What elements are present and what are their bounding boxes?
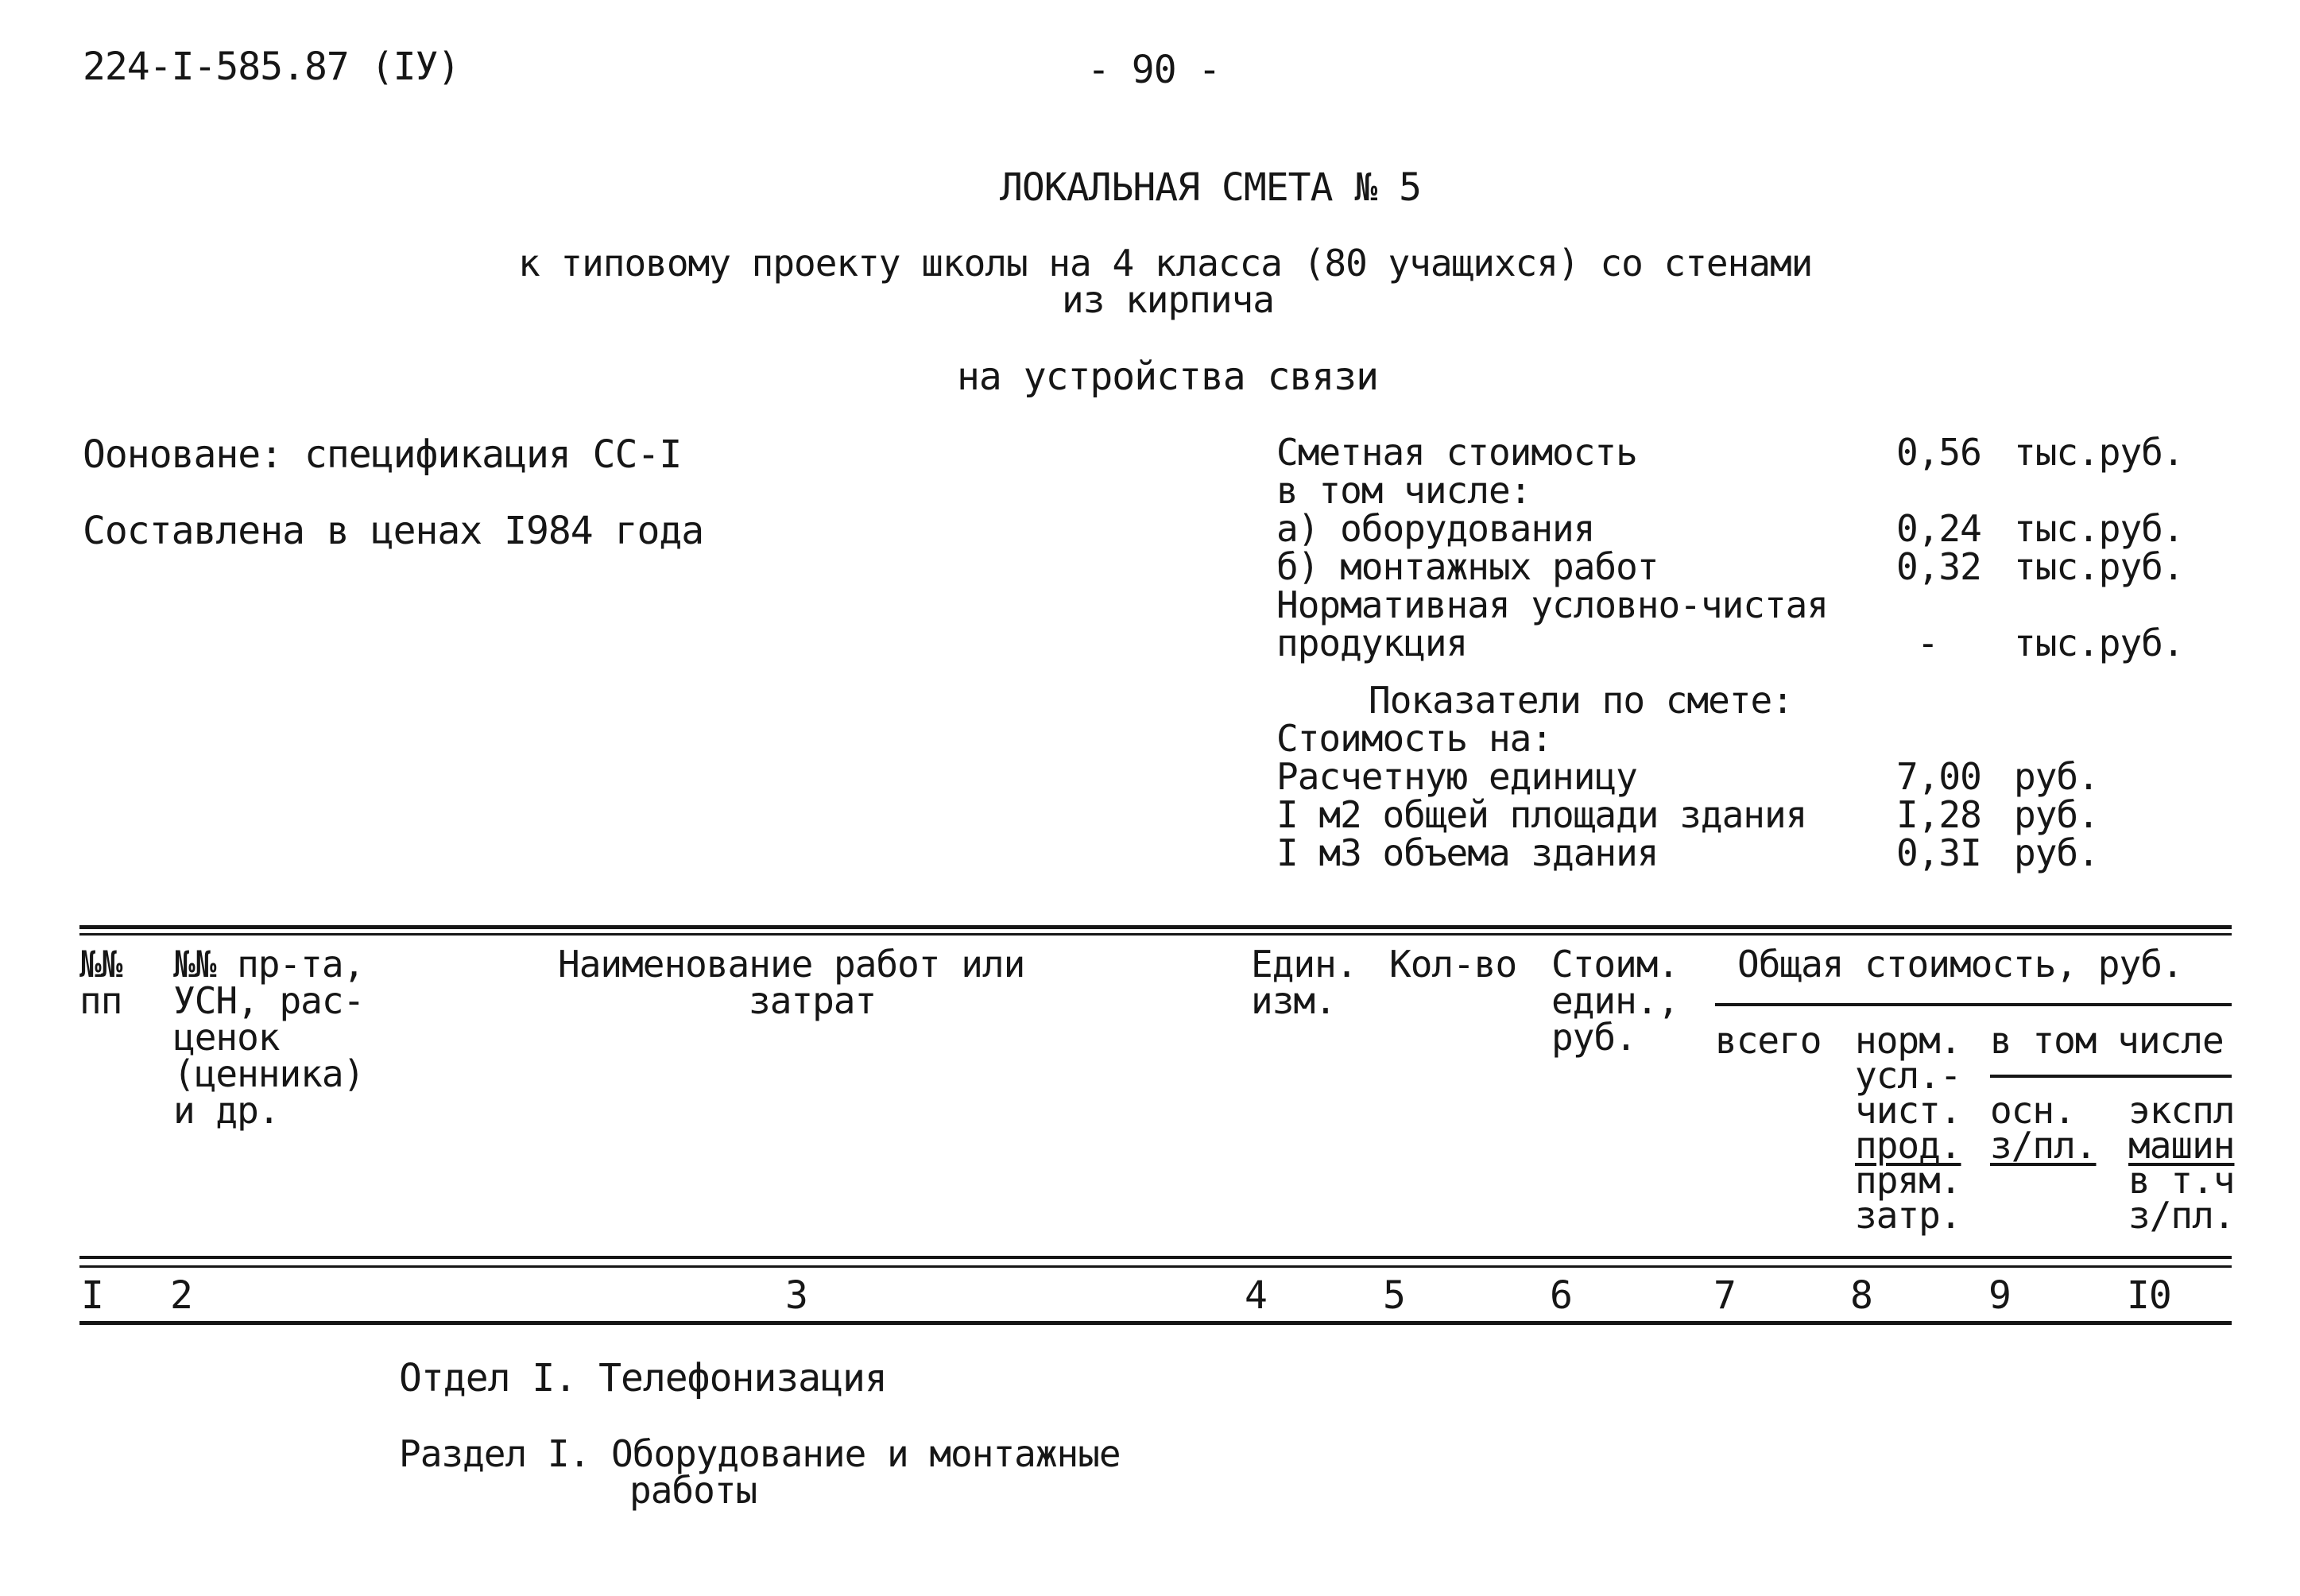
column-number: 3: [785, 1273, 807, 1318]
column-number: 4: [1245, 1273, 1267, 1318]
column-number: 6: [1550, 1273, 1572, 1318]
equipment-label: а) оборудования: [1276, 507, 1595, 550]
department-heading: Отдел I. Телефонизация: [399, 1356, 887, 1400]
col-header-ref: и др.: [173, 1089, 280, 1132]
col-header-machines: в т.ч: [2128, 1159, 2235, 1202]
equipment-unit: тыс.руб.: [2014, 507, 2184, 550]
table-top-rule: [79, 925, 2232, 929]
column-number: 2: [170, 1273, 192, 1318]
npc-value: -: [1917, 622, 1938, 664]
npc-unit: тыс.руб.: [2014, 622, 2184, 664]
col-header-npc: норм.: [1855, 1019, 1961, 1062]
col-header-unit-cost: един.,: [1551, 979, 1679, 1022]
col-header-name: затрат: [749, 979, 877, 1022]
unit-cost-value: 7,00: [1896, 755, 1981, 798]
col-header-quantity: Кол-во: [1389, 943, 1517, 986]
column-number: I0: [2127, 1273, 2171, 1318]
title-purpose: на устройства связи: [957, 354, 1379, 399]
column-number: 5: [1383, 1273, 1405, 1318]
mounting-value: 0,32: [1896, 545, 1981, 588]
column-number: 8: [1850, 1273, 1872, 1318]
col-header-num: пп: [79, 979, 122, 1022]
col-header-unit: изм.: [1251, 979, 1336, 1022]
document-title: ЛОКАЛЬНАЯ СМЕТА № 5: [1000, 165, 1422, 210]
col-header-unit: Един.: [1251, 943, 1357, 986]
col-group-including: в том числе: [1990, 1019, 2224, 1062]
cost-label: Сметная стоимость: [1276, 431, 1637, 474]
m3-cost-label: I м3 объема здания: [1276, 831, 1659, 874]
col-header-ref: №№ пр-та,: [173, 943, 365, 986]
col-group-total-cost: Общая стоимость, руб.: [1737, 943, 2183, 986]
including-label: в том числе:: [1276, 469, 1531, 512]
section-heading-line2: работы: [629, 1469, 757, 1512]
m3-cost-unit: руб.: [2014, 831, 2099, 874]
col-header-npc: чист.: [1855, 1089, 1961, 1132]
col-header-npc: затр.: [1855, 1194, 1961, 1237]
npc-label-line1: Нормативная условно-чистая: [1276, 583, 1829, 626]
m3-cost-value: 0,3I: [1896, 831, 1981, 874]
group-divider: [1715, 1003, 2232, 1006]
page-number: - 90 -: [1087, 48, 1221, 92]
section-heading-line1: Раздел I. Оборудование и монтажные: [399, 1432, 1121, 1475]
npc-label-line2: продукция: [1276, 622, 1468, 664]
m2-cost-value: I,28: [1896, 793, 1981, 836]
col-header-machines: экспл: [2128, 1089, 2235, 1132]
column-number: 9: [1988, 1273, 2011, 1318]
m2-cost-unit: руб.: [2014, 793, 2099, 836]
col-header-ref: (ценника): [173, 1052, 365, 1095]
col-header-machines: машин: [2128, 1124, 2235, 1167]
col-header-ref: УСН, рас-: [173, 979, 365, 1022]
col-header-machines: з/пл.: [2128, 1194, 2235, 1237]
numbers-bottom-rule: [79, 1321, 2232, 1325]
document-code: 224-I-585.87 (IУ): [83, 45, 460, 89]
title-subject-line2: из кирпича: [1062, 278, 1274, 321]
mounting-unit: тыс.руб.: [2014, 545, 2184, 588]
unit-cost-unit: руб.: [2014, 755, 2099, 798]
table-top-rule-inner: [79, 933, 2232, 936]
cost-value: 0,56: [1896, 431, 1981, 474]
col-header-unit-cost: Стоим.: [1551, 943, 1679, 986]
indicators-title: Показатели по смете:: [1369, 679, 1793, 722]
m2-cost-label: I м2 общей площади здания: [1276, 793, 1807, 836]
unit-cost-label: Расчетную единицу: [1276, 755, 1637, 798]
basis-specification: Ооноване: спецификация СС-I: [83, 432, 682, 477]
basis-prices-year: Составлена в ценах I984 года: [83, 509, 704, 553]
column-number: I: [81, 1273, 103, 1318]
col-header-name: Наименование работ или: [558, 943, 1025, 986]
equipment-value: 0,24: [1896, 507, 1981, 550]
mounting-label: б) монтажных работ: [1276, 545, 1659, 588]
header-bottom-rule-inner: [79, 1265, 2232, 1268]
col-header-npc: усл.-: [1855, 1054, 1961, 1097]
col-header-total: всего: [1715, 1019, 1822, 1062]
col-header-wages: осн.: [1990, 1089, 2075, 1132]
col-header-wages: з/пл.: [1990, 1124, 2097, 1167]
col-header-ref: ценок: [173, 1016, 280, 1059]
col-header-npc: прод.: [1855, 1124, 1961, 1167]
subgroup-divider: [1990, 1075, 2232, 1078]
title-subject-line1: к типовому проекту школы на 4 класса (80 учащихся) со стенами: [518, 242, 1813, 285]
col-header-npc: прям.: [1855, 1159, 1961, 1202]
column-number: 7: [1713, 1273, 1736, 1318]
col-header-unit-cost: руб.: [1551, 1016, 1636, 1059]
cost-unit: тыс.руб.: [2014, 431, 2184, 474]
cost-per-label: Стоимость на:: [1276, 717, 1553, 760]
col-header-num: №№: [79, 943, 122, 986]
header-bottom-rule: [79, 1256, 2232, 1259]
